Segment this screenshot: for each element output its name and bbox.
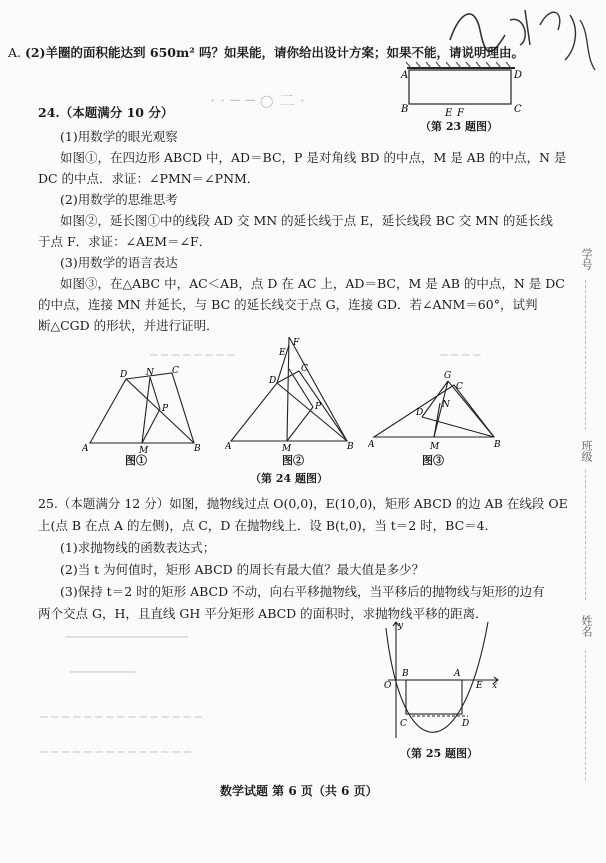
q24-part1-heading: (1)用数学的眼光观察 xyxy=(60,129,178,144)
figure-24-3-caption: 图③ xyxy=(422,454,444,467)
q25-part2: (2)当 t 为何值时，矩形 ABCD 的周长有最大值？最大值是多少？ xyxy=(60,562,425,577)
figure-24-1-caption: 图① xyxy=(125,454,147,467)
figure-24-2-caption: 图② xyxy=(282,454,304,467)
q24-part1-line1: 如图①，在四边形 ABCD 中，AD＝BC，P 是对角线 BD 的中点，M 是 AB 的中点，N 是 xyxy=(60,150,567,165)
fig2-label-c: C xyxy=(301,364,308,374)
fig3-label-m: M xyxy=(430,442,440,452)
fig1-label-c: C xyxy=(172,366,179,376)
q24-part2-line1: 如图②，延长图①中的线段 AD 交 MN 的延长线于点 E，延长线段 BC 交 MN 的延长线 xyxy=(60,213,553,228)
bleed-through: ───────── xyxy=(70,665,136,679)
fig3-label-c: C xyxy=(456,382,463,392)
fig1-label-m: M xyxy=(139,446,149,455)
fig1-label-n: N xyxy=(146,368,154,378)
page-footer: 数学试题 第 6 页（共 6 页） xyxy=(220,784,378,798)
bleed-through: ─ ─ ─ ─ ─ ─ ─ ─ xyxy=(150,348,235,362)
fig2-label-f: F xyxy=(293,338,300,348)
fig2-label-b: B xyxy=(347,442,354,452)
option-letter: A. xyxy=(8,45,22,60)
fig3-label-n: N xyxy=(442,400,450,410)
fig25-label-d: D xyxy=(462,719,470,729)
q25-line1: 25.（本题满分 12 分）如图，抛物线过点 O(0,0)，E(10,0)，矩形 ABCD 的边 AB 在线段 OE xyxy=(38,496,568,511)
fig25-label-y: y xyxy=(398,621,404,631)
fig1-label-d: D xyxy=(120,370,128,380)
side-label-class: 班级 xyxy=(580,440,593,462)
q24-part3-line2: 的中点，连接 MN 并延长，与 BC 的延长线交于点 G，连接 GD．若∠ANM＝60°，试判 xyxy=(38,297,538,312)
fig1-label-p: P xyxy=(162,404,169,414)
bleed-through: ─ ─ ─ ─ xyxy=(440,348,481,362)
fig23-label-e: E xyxy=(445,108,453,119)
side-label-name: 姓名 xyxy=(580,615,593,637)
bleed-through: ───────────────── xyxy=(65,630,188,644)
q24-part3-line1: 如图③，在△ABC 中，AC＜AB，点 D 在 AC 上，AD＝BC，M 是 AB 的中点，N 是 DC xyxy=(60,276,565,291)
fig1-label-b: B xyxy=(194,444,201,454)
fig25-label-c: C xyxy=(400,719,407,729)
figure-24-3 xyxy=(368,365,508,455)
fig23-label-a: A xyxy=(401,70,409,81)
fig3-label-a: A xyxy=(368,440,375,450)
q24-part3-line3: 断△CGD 的形状，并进行证明． xyxy=(38,318,219,333)
bleed-through: ─ ─ ─ ─ ─ ─ ─ ─ ─ ─ ─ ─ ─ ─ ─ xyxy=(40,710,202,724)
q24-part2-heading: (2)用数学的思维思考 xyxy=(60,192,178,207)
figure-23-caption: （第 23 题图） xyxy=(420,120,498,133)
q25-part3-line2: 两个交点 G，H，且直线 GH 平分矩形 ABCD 的面积时，求抛物线平移的距离． xyxy=(38,606,488,621)
q24-title: 24.（本题满分 10 分） xyxy=(38,105,174,120)
fig2-label-p: P xyxy=(315,402,322,412)
question-23-part2: (2)羊圈的面积能达到 650m² 吗？如果能，请你给出设计方案；如果不能，请说明理由。 xyxy=(25,45,525,60)
figure-25-caption: （第 25 题图） xyxy=(400,747,478,760)
q25-part1: (1)求抛物线的函数表达式； xyxy=(60,540,216,555)
fig2-label-a: A xyxy=(225,442,232,452)
q25-part3-line1: (3)保持 t＝2 时的矩形 ABCD 不动，向右平移抛物线，当平移后的抛物线与矩形的边有 xyxy=(60,584,545,599)
fig23-label-b: B xyxy=(401,104,409,115)
binding-line xyxy=(585,470,587,600)
fig2-label-m: M xyxy=(282,444,292,453)
q24-part1-line2: DC 的中点．求证：∠PMN＝∠PNM． xyxy=(38,171,260,186)
bleed-through: · · ─ ─ ○ 二 · xyxy=(210,91,306,110)
fig3-label-b: B xyxy=(494,440,501,450)
fig25-label-a: A xyxy=(454,669,461,679)
figure-24-caption: （第 24 题图） xyxy=(250,472,328,485)
fig25-label-x: x xyxy=(492,681,498,691)
fig23-label-f: F xyxy=(457,108,464,119)
figure-24-2 xyxy=(225,333,365,453)
fig3-label-d: D xyxy=(416,408,424,418)
fig2-label-e: E xyxy=(279,348,286,358)
figure-25 xyxy=(372,618,502,746)
figure-24-1 xyxy=(82,365,212,455)
fig23-label-c: C xyxy=(514,104,522,115)
q25-line2: 上(点 B 在点 A 的左侧)，点 C，D 在抛物线上．设 B(t,0)，当 t＝2 时，BC＝4． xyxy=(38,518,498,533)
q24-part2-line2: 于点 F．求证：∠AEM＝∠F． xyxy=(38,234,212,249)
binding-line xyxy=(585,650,587,780)
fig25-label-o: O xyxy=(384,681,392,691)
side-label-student-id: 学号 xyxy=(580,248,593,270)
fig25-label-b: B xyxy=(402,669,409,679)
bleed-through: ─ ─ ─ ─ ─ ─ ─ ─ ─ ─ ─ ─ ─ ─ xyxy=(40,745,191,759)
binding-line xyxy=(585,280,587,430)
fig23-label-d: D xyxy=(514,70,523,81)
fig25-label-e: E xyxy=(476,681,483,691)
q24-part3-heading: (3)用数学的语言表达 xyxy=(60,255,178,270)
fig3-label-g: G xyxy=(444,371,452,381)
fig1-label-a: A xyxy=(82,444,89,454)
fig2-label-d: D xyxy=(269,376,277,386)
